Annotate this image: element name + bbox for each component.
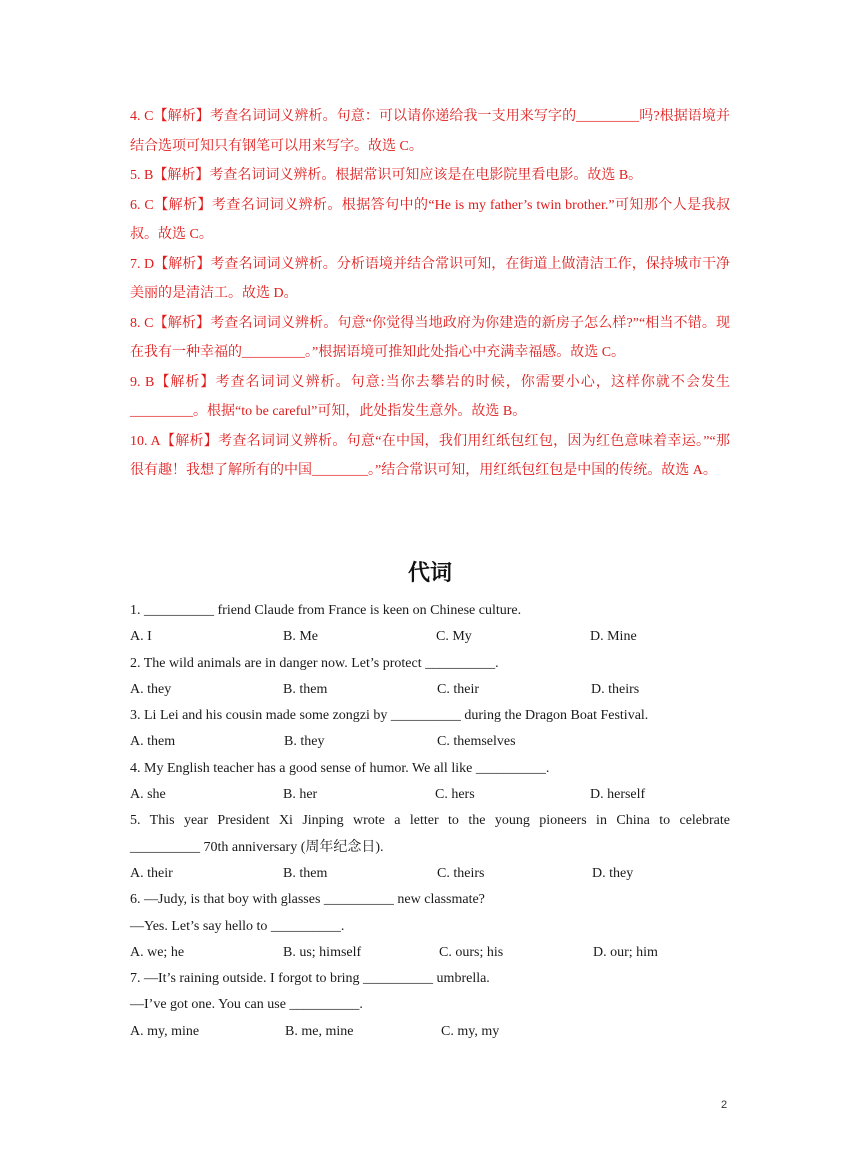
- option-d: D. Mine: [590, 629, 637, 645]
- answer-explanations: [130, 102, 730, 486]
- question-6-stem-line-2: —Yes. Let’s say hello to __________.: [130, 918, 345, 934]
- option-b: B. us; himself: [283, 944, 362, 960]
- option-a: A. my, mine: [130, 1023, 200, 1039]
- option-a: A. I: [130, 629, 152, 645]
- option-b: B. them: [283, 865, 328, 881]
- option-d: D. our; him: [593, 944, 658, 960]
- question-4-options: [130, 782, 730, 808]
- question-7-stem-line-2: —I’ve got one. You can use __________.: [130, 997, 363, 1013]
- option-d: D. herself: [590, 787, 646, 803]
- question-list: [130, 598, 730, 1045]
- option-c: C. hers: [435, 787, 475, 803]
- answer-4: 4. C【解析】考查名词词义辨析。句意：可以请你递给我一支用来写字的_________吗?根据语境并结合选项可知只有钢笔可以用来写字。故选 C。: [130, 109, 730, 154]
- option-b: B. Me: [283, 629, 318, 645]
- answer-6: 6. C【解析】考查名词词义辨析。根据答句中的“He is my father’s twin brother.”可知那个人是我叔叔。故选 C。: [130, 197, 730, 242]
- option-c: C. themselves: [437, 734, 516, 750]
- question-7-options: [130, 1019, 730, 1045]
- question-5-stem-line-2: __________ 70th anniversary (周年纪念日).: [130, 839, 384, 855]
- answer-7: 7. D【解析】考查名词词义辨析。分析语境并结合常识可知，在街道上做清洁工作，保持城市干净美丽的是清洁工。故选 D。: [130, 256, 730, 301]
- question-2-options: [130, 677, 730, 703]
- page-number: 2: [721, 1099, 728, 1111]
- option-c: C. theirs: [437, 865, 485, 881]
- question-6-options: [130, 940, 730, 966]
- question-2-stem: 2. The wild animals are in danger now. Let’s protect __________.: [130, 655, 499, 671]
- answer-10: 10. A【解析】考查名词词义辨析。句意“在中国，我们用红纸包红包，因为红色意味着幸运。”“那很有趣！我想了解所有的中国________。”结合常识可知，用红纸包红包是中国的传统。故选 A。: [130, 433, 730, 478]
- answer-9: 9. B【解析】考查名词词义辨析。句意:当你去攀岩的时候，你需要小心，这样你就不会发生_________。根据“to be careful”可知，此处指发生意外。故选 B。: [130, 374, 730, 419]
- question-5-stem-line-1: 5. This year President Xi Jinping wrote a letter to the young pioneers in China to celebrate: [130, 813, 730, 829]
- question-1-options: [130, 624, 730, 650]
- question-1-stem: 1. __________ friend Claude from France is keen on Chinese culture.: [130, 603, 522, 618]
- option-a: A. them: [130, 734, 176, 750]
- option-c: C. My: [436, 629, 472, 645]
- option-b: B. they: [284, 734, 325, 750]
- question-3-options: [130, 729, 730, 755]
- option-b: B. her: [283, 787, 318, 803]
- option-a: A. their: [130, 865, 173, 881]
- option-a: A. they: [130, 681, 172, 697]
- option-c: C. their: [437, 681, 479, 697]
- question-4-stem: 4. My English teacher has a good sense of humor. We all like __________.: [130, 760, 550, 776]
- question-3-stem: 3. Li Lei and his cousin made some zongzi by __________ during the Dragon Boat Festival.: [130, 708, 649, 724]
- option-b: B. them: [283, 681, 328, 697]
- question-5-options: [130, 861, 730, 887]
- option-d: D. they: [592, 865, 634, 881]
- answer-8: 8. C【解析】考查名词词义辨析。句意“你觉得当地政府为你建造的新房子怎么样?”“相当不错。现在我有一种幸福的_________。”根据语境可推知此处指心中充满幸福感。故选 C。: [130, 315, 730, 360]
- question-7-stem-line-1: 7. —It’s raining outside. I forgot to bring __________ umbrella.: [130, 971, 490, 987]
- answer-5: 5. B【解析】考查名词词义辨析。根据常识可知应该是在电影院里看电影。故选 B。: [130, 168, 643, 183]
- option-a: A. we; he: [130, 944, 185, 960]
- section-title: 代词: [407, 561, 452, 586]
- question-6-stem-line-1: 6. —Judy, is that boy with glasses __________ new classmate?: [130, 892, 485, 908]
- option-b: B. me, mine: [285, 1023, 354, 1039]
- option-c: C. ours; his: [439, 944, 504, 960]
- option-d: D. theirs: [591, 681, 640, 697]
- option-c: C. my, my: [441, 1023, 500, 1039]
- option-a: A. she: [130, 787, 166, 803]
